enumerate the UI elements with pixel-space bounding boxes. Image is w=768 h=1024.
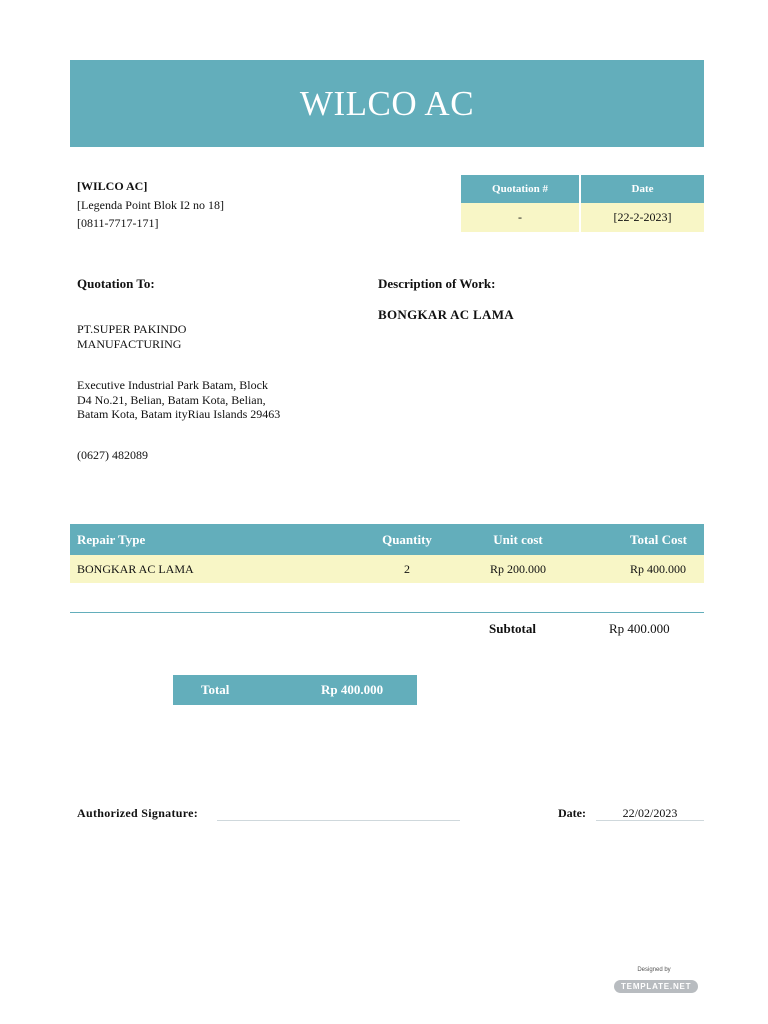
company-name: [WILCO AC] — [77, 179, 148, 193]
signature-line — [217, 820, 460, 821]
client-phone: (0627) 482089 — [77, 448, 148, 462]
client-name: PT.SUPER PAKINDO MANUFACTURING — [77, 322, 187, 351]
unit-cost-header: Unit cost — [447, 524, 589, 555]
signature-label: Authorized Signature: — [77, 806, 199, 820]
quotation-number-header: Quotation # — [461, 175, 580, 203]
total-cost-header: Total Cost — [589, 524, 704, 555]
items-table — [70, 524, 704, 583]
quantity-cell: 2 — [367, 555, 447, 583]
total-box — [173, 675, 417, 705]
signature-date-label: Date: — [558, 806, 586, 820]
signature-date: 22/02/2023 — [622, 806, 678, 820]
quotation-date-header: Date — [580, 175, 704, 203]
subtotal-label: Subtotal — [489, 621, 536, 636]
company-phone: [0811-7717-171] — [77, 216, 159, 230]
designed-by-text: Designed by — [637, 967, 671, 973]
work-description: BONGKAR AC LAMA — [378, 307, 514, 322]
header-banner — [70, 60, 704, 147]
page-title: WILCO AC — [299, 83, 475, 123]
date-line — [596, 820, 704, 821]
template-logo: TEMPLATE.NET — [614, 980, 698, 993]
template-watermark — [614, 967, 694, 994]
quotation-date: [22-2-2023] — [580, 203, 704, 232]
items-header-row — [70, 524, 704, 555]
quantity-header: Quantity — [367, 524, 447, 555]
client-address: Executive Industrial Park Batam, Block D4 No.21, Belian, Batam Kota, Belian, Batam Kota, Batam ityRiau Islands 29463 — [77, 378, 281, 421]
quotation-info-table — [461, 175, 704, 232]
quotation-to-label: Quotation To: — [77, 276, 155, 291]
table-row — [70, 555, 704, 583]
total-label: Total — [201, 682, 230, 697]
total-cost-cell: Rp 400.000 — [589, 555, 704, 583]
quotation-number: - — [461, 203, 580, 232]
description-label: Description of Work: — [378, 276, 496, 291]
repair-type-header: Repair Type — [70, 524, 367, 555]
repair-type-cell: BONGKAR AC LAMA — [70, 555, 367, 583]
company-info — [77, 177, 224, 233]
unit-cost-cell: Rp 200.000 — [447, 555, 589, 583]
divider — [70, 612, 704, 613]
subtotal-value: Rp 400.000 — [609, 621, 670, 636]
company-address: [Legenda Point Blok I2 no 18] — [77, 197, 224, 212]
total-value: Rp 400.000 — [321, 682, 384, 697]
